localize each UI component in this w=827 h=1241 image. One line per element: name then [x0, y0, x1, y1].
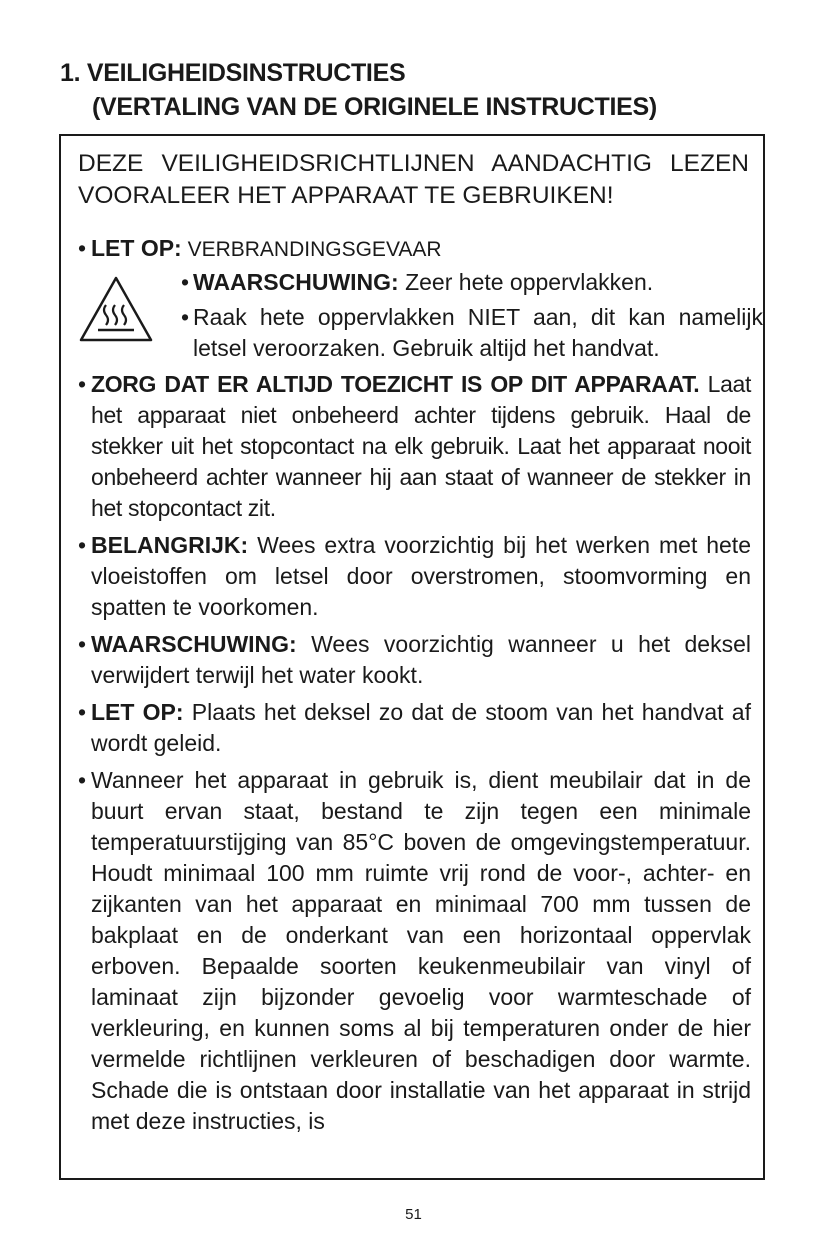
hot-surface-warning-icon [78, 275, 154, 343]
item-text: Laat het apparaat niet onbeheerd achter tijdens gebruik. Haal de stekker uit het stopcontact na elk gebruik. Laat het apparaat nooit onbeheerd achter wanneer hij aan staat of wanneer de stekker in het stopcontact zit. [91, 371, 751, 521]
section-heading-line1: 1. VEILIGHEIDSINSTRUCTIES [60, 59, 406, 87]
item-text: Wees voorzichtig wanneer u het deksel verwijdert terwijl het water kookt. [91, 631, 751, 688]
bullet: • [78, 767, 87, 793]
section-heading [60, 56, 780, 124]
item-label: WAARSCHUWING: [91, 631, 297, 657]
instruction-list [78, 233, 763, 1143]
bullet: • [78, 532, 87, 558]
item-text: Wanneer het apparaat in gebruik is, dient meubilair dat in de buurt ervan staat, bestand te zijn tegen een minimale temperatuurstijging van 85°C boven de omgevingstemperatuur. Houdt minimaal 100 mm ruimte vrij rond de voor-, achter- en zijkanten van het apparaat en minimaal 700 mm tussen de bakplaat en de onderkant van een horizontaal oppervlak erboven. Bepaalde soorten keukenmeubilair van vinyl of laminaat zijn bijzonder gevoelig voor warmteschade of verkleuring, en kunnen soms al bij temperaturen onder de hier vermelde richtlijnen verkleuren of beschadigen door warmte. Schade die is ontstaan door installatie van het apparaat in strijd met deze instructies, is [91, 767, 751, 1134]
list-item-burn-hazard [78, 233, 751, 265]
sub-item-hot-surfaces [181, 267, 763, 298]
item-text: VERBRANDINGSGEVAAR [181, 238, 442, 261]
intro-line2: VOORALEER HET APPARAAT TE GEBRUIKEN! [78, 182, 614, 209]
bullet: • [181, 304, 190, 330]
bullet: • [78, 631, 87, 657]
item-text: Wees extra voorzichtig bij het werken met hete vloeistoffen om letsel door overstromen, stoomvorming en spatten te voorkomen. [91, 532, 751, 620]
item-text: Plaats het deksel zo dat de stoom van het handvat af wordt geleid. [91, 699, 751, 756]
list-item-supervision [78, 369, 751, 524]
safety-instructions-box [59, 134, 765, 1180]
sub-item-label: WAARSCHUWING: [193, 269, 399, 295]
sub-item-do-not-touch [181, 302, 763, 364]
list-item-important [78, 530, 751, 623]
sub-item-text: Zeer hete oppervlakken. [398, 269, 654, 295]
list-item-steam [78, 697, 751, 759]
bullet: • [78, 235, 87, 261]
hazard-block [78, 267, 763, 363]
sub-item-text: Raak hete oppervlakken NIET aan, dit kan namelijk letsel veroorzaken. Gebruik altijd het handvat. [193, 304, 763, 361]
item-label: ZORG DAT ER ALTIJD TOEZICHT IS OP DIT APPARAAT. [91, 371, 700, 397]
section-heading-line2: (VERTALING VAN DE ORIGINELE INSTRUCTIES) [92, 93, 657, 121]
bullet: • [78, 699, 87, 725]
intro-line1: DEZE VEILIGHEIDSRICHTLIJNEN AANDACHTIG LEZEN [78, 150, 749, 177]
list-item-lid-warning [78, 629, 751, 691]
item-label: LET OP: [91, 235, 182, 261]
item-label: LET OP: [91, 699, 184, 725]
item-label: BELANGRIJK: [91, 532, 249, 558]
list-item-furniture [78, 765, 751, 1137]
intro-warning [78, 148, 749, 212]
bullet: • [181, 269, 190, 295]
page-number: 51 [405, 1206, 422, 1223]
bullet: • [78, 371, 86, 397]
